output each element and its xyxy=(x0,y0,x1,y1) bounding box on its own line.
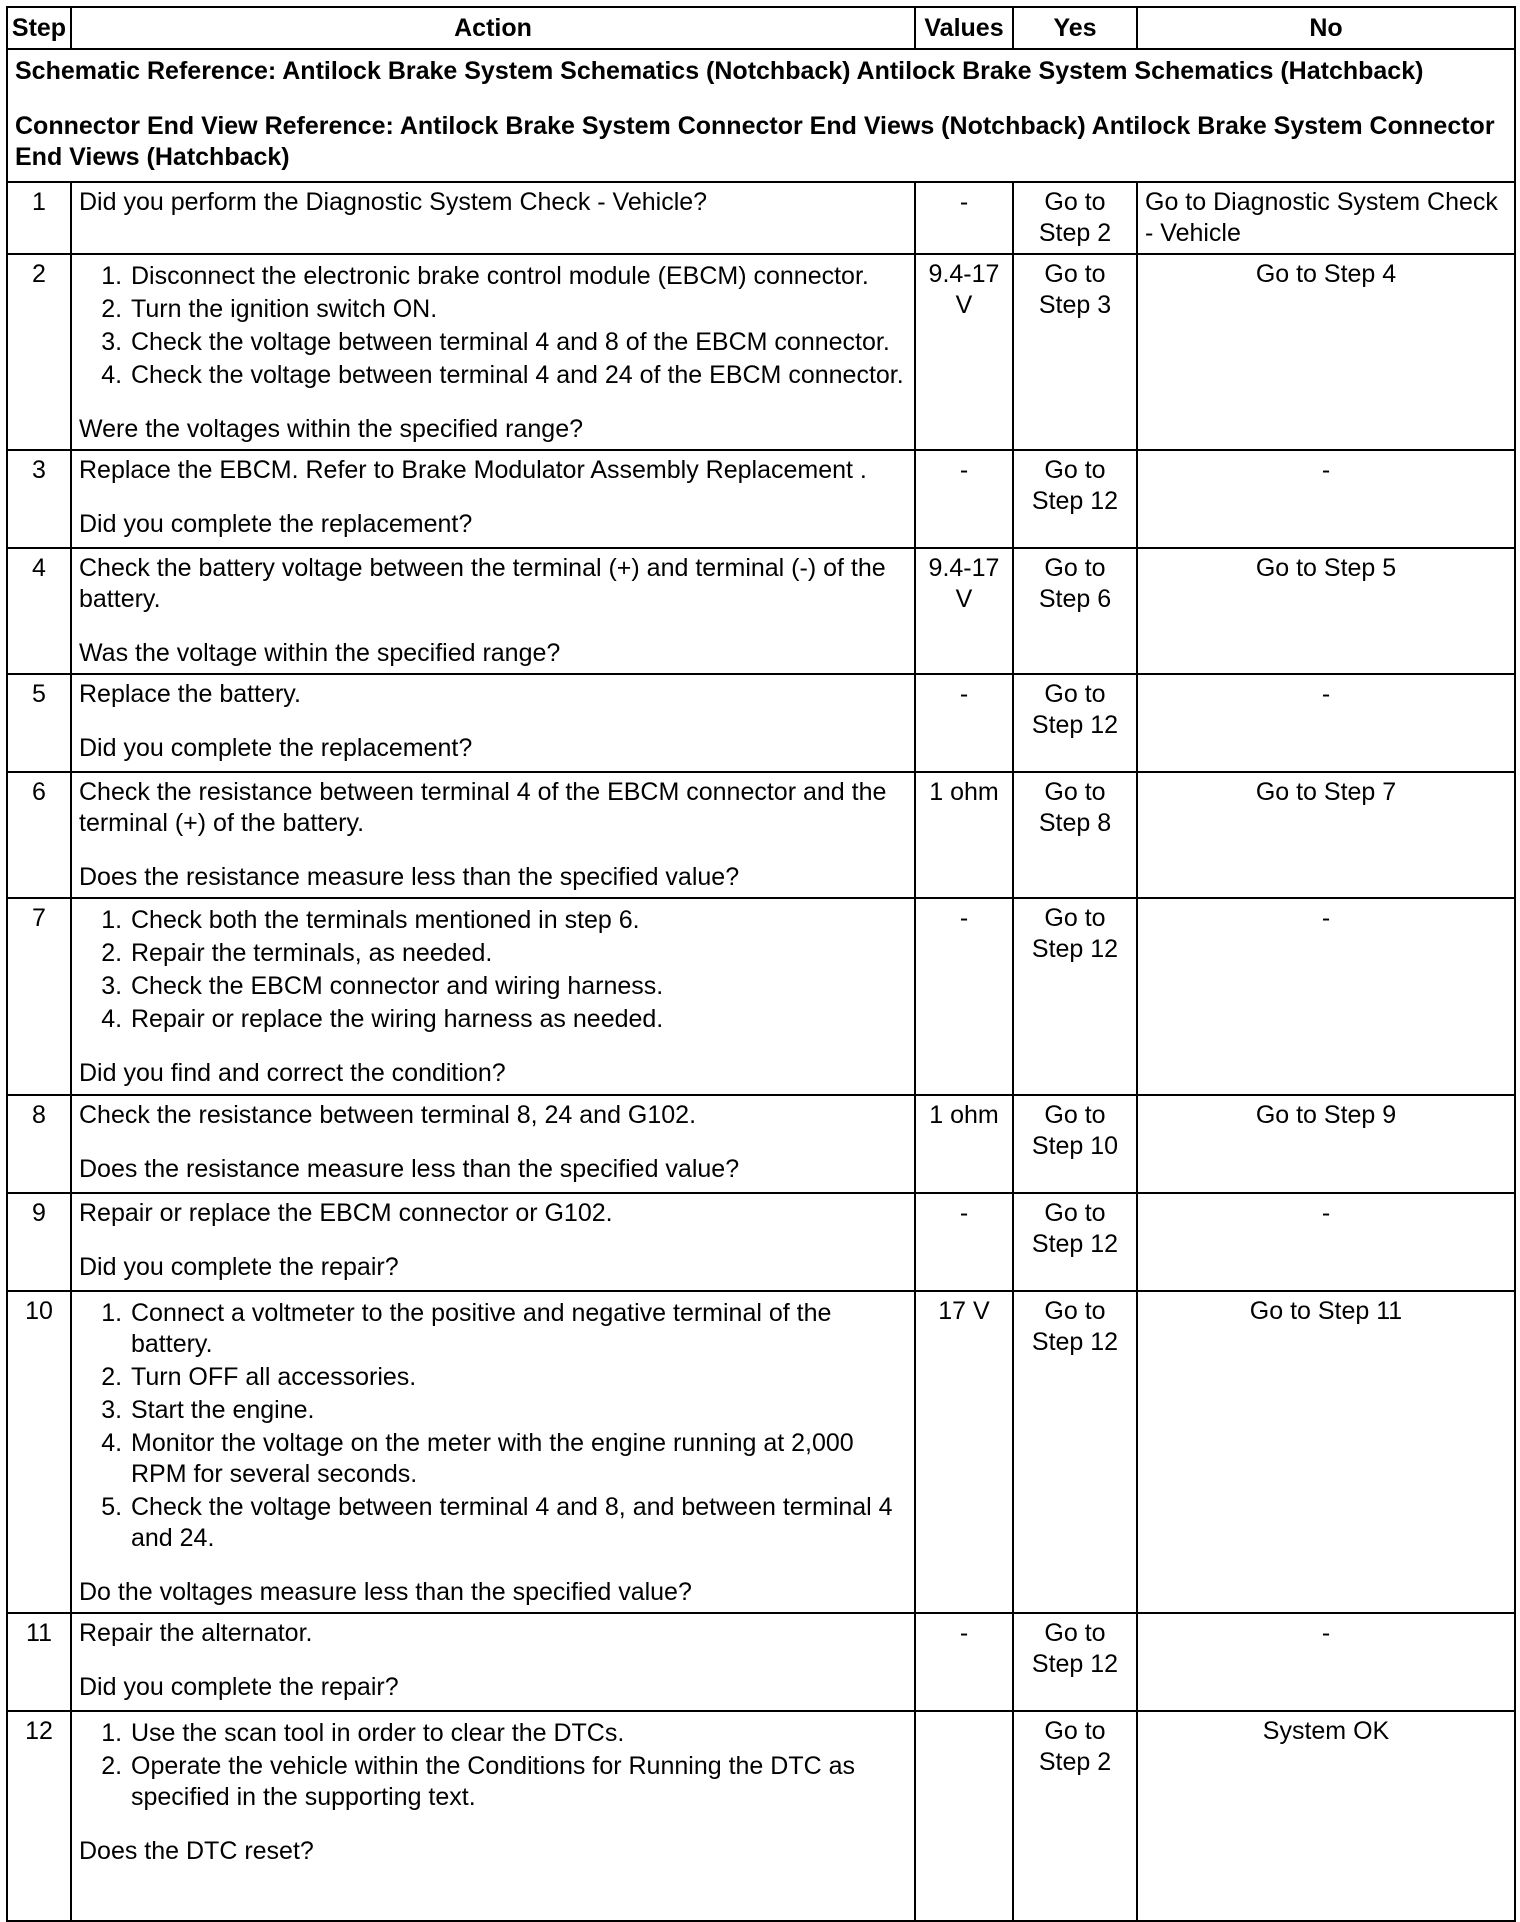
no-cell: Go to Diagnostic System Check - Vehicle xyxy=(1137,182,1515,254)
table-row xyxy=(7,772,1515,898)
no-cell: Go to Step 4 xyxy=(1137,254,1515,450)
table-row xyxy=(7,1291,1515,1613)
reference-row xyxy=(7,49,1515,182)
diagnostic-table xyxy=(6,6,1516,1922)
values-cell: - xyxy=(915,1193,1013,1291)
action-question: Does the DTC reset? xyxy=(79,1837,314,1865)
yes-cell: Go to Step 3 xyxy=(1013,254,1137,450)
action-step-item: 2. Turn the ignition switch ON. xyxy=(129,294,907,325)
action-question: Do the voltages measure less than the specified value? xyxy=(79,1578,692,1606)
no-cell: Go to Step 7 xyxy=(1137,772,1515,898)
action-step-item: 3. Check the voltage between terminal 4 and 8 of the EBCM connector. xyxy=(129,327,907,358)
action-cell xyxy=(71,1193,915,1291)
connector-reference: Connector End View Reference: Antilock Brake System Connector End Views (Notchback) Antilock Brake System Connector End Views (Hatchback) xyxy=(15,112,1495,171)
action-question: Did you complete the replacement? xyxy=(79,734,473,762)
no-cell: System OK xyxy=(1137,1711,1515,1921)
header-values: Values xyxy=(915,7,1013,49)
values-cell: 17 V xyxy=(915,1291,1013,1613)
no-cell: Go to Step 9 xyxy=(1137,1095,1515,1193)
action-question: Did you complete the repair? xyxy=(79,1673,399,1701)
step-number: 4 xyxy=(7,548,71,674)
values-cell: - xyxy=(915,450,1013,548)
table-row xyxy=(7,1193,1515,1291)
action-cell xyxy=(71,548,915,674)
action-step-item: 5. Check the voltage between terminal 4 and 8, and between terminal 4 and 24. xyxy=(129,1492,907,1554)
action-step-item: 1. Check both the terminals mentioned in step 6. xyxy=(129,905,907,936)
yes-cell: Go to Step 10 xyxy=(1013,1095,1137,1193)
yes-cell: Go to Step 2 xyxy=(1013,182,1137,254)
action-cell xyxy=(71,182,915,254)
values-cell: 9.4-17 V xyxy=(915,548,1013,674)
values-cell: 9.4-17 V xyxy=(915,254,1013,450)
no-cell: - xyxy=(1137,1193,1515,1291)
step-number: 7 xyxy=(7,898,71,1095)
values-cell: - xyxy=(915,898,1013,1095)
values-cell: - xyxy=(915,674,1013,772)
action-cell xyxy=(71,1095,915,1193)
schematic-reference: Schematic Reference: Antilock Brake System Schematics (Notchback) Antilock Brake System Schematics (Hatchback) xyxy=(15,57,1424,85)
action-step-item: 3. Check the EBCM connector and wiring harness. xyxy=(129,971,907,1002)
action-step-item: 3. Start the engine. xyxy=(129,1395,907,1426)
values-cell: - xyxy=(915,182,1013,254)
action-step-item: 2. Turn OFF all accessories. xyxy=(129,1362,907,1393)
table-row xyxy=(7,450,1515,548)
action-question: Does the resistance measure less than the specified value? xyxy=(79,1155,740,1183)
step-number: 1 xyxy=(7,182,71,254)
step-number: 8 xyxy=(7,1095,71,1193)
no-cell: - xyxy=(1137,674,1515,772)
no-cell: - xyxy=(1137,450,1515,548)
step-number: 11 xyxy=(7,1613,71,1711)
action-question: Does the resistance measure less than the specified value? xyxy=(79,863,740,891)
action-cell xyxy=(71,898,915,1095)
table-row xyxy=(7,1711,1515,1921)
action-step-item: 2. Operate the vehicle within the Conditions for Running the DTC as specified in the supporting text. xyxy=(129,1751,907,1813)
action-text: Check the resistance between terminal 8, 24 and G102. xyxy=(79,1101,697,1129)
yes-cell: Go to Step 12 xyxy=(1013,674,1137,772)
step-number: 9 xyxy=(7,1193,71,1291)
action-step-item: 4. Repair or replace the wiring harness as needed. xyxy=(129,1004,907,1035)
action-text: Check the battery voltage between the terminal (+) and terminal (-) of the battery. xyxy=(79,554,886,613)
action-step-item: 4. Check the voltage between terminal 4 and 24 of the EBCM connector. xyxy=(129,360,907,391)
action-question: Did you complete the replacement? xyxy=(79,510,473,538)
table-row xyxy=(7,254,1515,450)
action-text: Check the resistance between terminal 4 of the EBCM connector and the terminal (+) of the battery. xyxy=(79,778,887,837)
table-row xyxy=(7,548,1515,674)
action-cell xyxy=(71,1613,915,1711)
table-row xyxy=(7,898,1515,1095)
action-question: Were the voltages within the specified range? xyxy=(79,415,584,443)
yes-cell: Go to Step 2 xyxy=(1013,1711,1137,1921)
yes-cell: Go to Step 12 xyxy=(1013,1291,1137,1613)
header-row xyxy=(7,7,1515,49)
step-number: 2 xyxy=(7,254,71,450)
action-step-item: 4. Monitor the voltage on the meter with the engine running at 2,000 RPM for several seconds. xyxy=(129,1428,907,1490)
action-text: Replace the EBCM. Refer to Brake Modulator Assembly Replacement . xyxy=(79,456,867,484)
action-question: Did you complete the repair? xyxy=(79,1253,399,1281)
yes-cell: Go to Step 12 xyxy=(1013,450,1137,548)
action-step-item: 1. Use the scan tool in order to clear the DTCs. xyxy=(129,1718,907,1749)
step-number: 10 xyxy=(7,1291,71,1613)
table-row xyxy=(7,1613,1515,1711)
reference-cell xyxy=(7,49,1515,182)
action-cell xyxy=(71,674,915,772)
action-question: Did you find and correct the condition? xyxy=(79,1059,506,1087)
yes-cell: Go to Step 12 xyxy=(1013,1613,1137,1711)
header-action: Action xyxy=(71,7,915,49)
yes-cell: Go to Step 6 xyxy=(1013,548,1137,674)
action-question: Was the voltage within the specified range? xyxy=(79,639,561,667)
action-text: Repair the alternator. xyxy=(79,1619,313,1647)
yes-cell: Go to Step 12 xyxy=(1013,898,1137,1095)
values-cell: 1 ohm xyxy=(915,1095,1013,1193)
action-cell xyxy=(71,1291,915,1613)
values-cell xyxy=(915,1711,1013,1921)
header-step: Step xyxy=(7,7,71,49)
action-steps-list xyxy=(79,1298,907,1554)
header-no: No xyxy=(1137,7,1515,49)
no-cell: - xyxy=(1137,898,1515,1095)
action-text: Repair or replace the EBCM connector or G102. xyxy=(79,1199,613,1227)
values-cell: 1 ohm xyxy=(915,772,1013,898)
step-number: 6 xyxy=(7,772,71,898)
action-step-item: 2. Repair the terminals, as needed. xyxy=(129,938,907,969)
step-number: 5 xyxy=(7,674,71,772)
action-step-item: 1. Connect a voltmeter to the positive and negative terminal of the battery. xyxy=(129,1298,907,1360)
step-number: 3 xyxy=(7,450,71,548)
yes-cell: Go to Step 12 xyxy=(1013,1193,1137,1291)
action-cell xyxy=(71,772,915,898)
action-text: Did you perform the Diagnostic System Check - Vehicle? xyxy=(79,188,708,216)
step-number: 12 xyxy=(7,1711,71,1921)
action-step-item: 1. Disconnect the electronic brake control module (EBCM) connector. xyxy=(129,261,907,292)
action-cell xyxy=(71,254,915,450)
action-cell xyxy=(71,1711,915,1921)
no-cell: - xyxy=(1137,1613,1515,1711)
action-text: Replace the battery. xyxy=(79,680,301,708)
table-row xyxy=(7,1095,1515,1193)
table-row xyxy=(7,674,1515,772)
table-row xyxy=(7,182,1515,254)
action-cell xyxy=(71,450,915,548)
action-steps-list xyxy=(79,261,907,391)
values-cell: - xyxy=(915,1613,1013,1711)
no-cell: Go to Step 5 xyxy=(1137,548,1515,674)
no-cell: Go to Step 11 xyxy=(1137,1291,1515,1613)
header-yes: Yes xyxy=(1013,7,1137,49)
action-steps-list xyxy=(79,1718,907,1813)
yes-cell: Go to Step 8 xyxy=(1013,772,1137,898)
action-steps-list xyxy=(79,905,907,1035)
